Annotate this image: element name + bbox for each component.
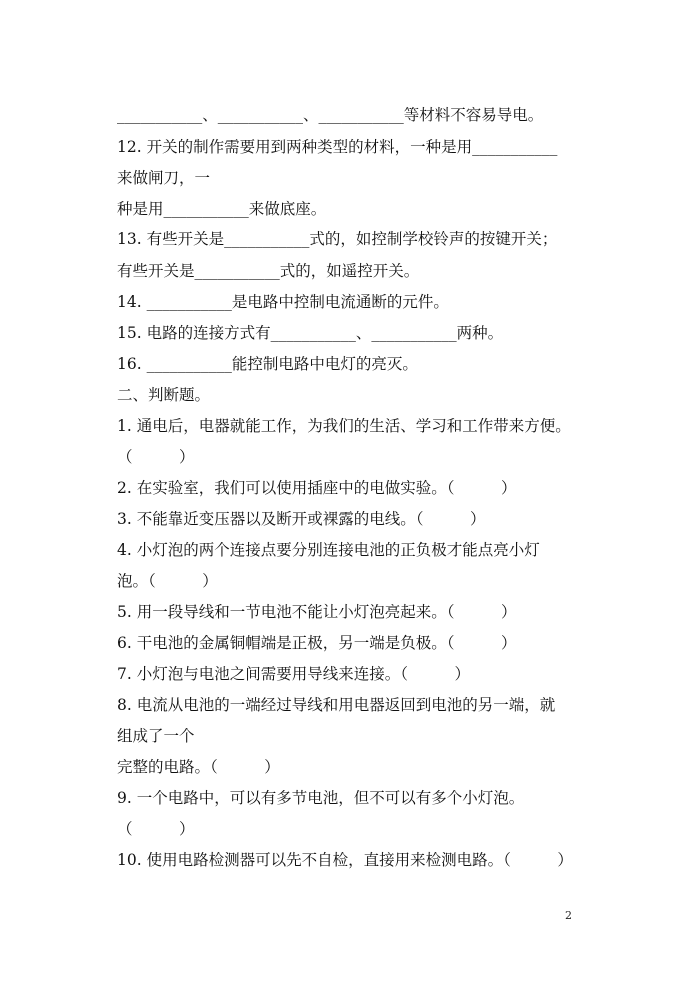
question-13-line-2: 有些开关是___________式的，如遥控开关。 (117, 262, 420, 280)
tf-question-8-line-3: 完整的电路。（ ） (117, 758, 280, 776)
tf-question-5: 5. 用一段导线和一节电池不能让小灯泡亮起来。（ ） (117, 603, 517, 621)
question-12-line-3: 种是用___________来做底座。 (117, 200, 327, 218)
tf-question-1-answer: （ ） (117, 448, 195, 466)
page-number: 2 (565, 909, 572, 922)
tf-question-8-line-2: 组成了一个 (117, 727, 195, 745)
tf-question-7: 7. 小灯泡与电池之间需要用导线来连接。（ ） (117, 665, 470, 683)
question-15: 15. 电路的连接方式有___________、___________两种。 (117, 324, 504, 342)
tf-question-9-answer: （ ） (117, 820, 195, 838)
question-16: 16. ___________能控制电路中电灯的亮灭。 (117, 355, 418, 373)
tf-question-9-line-1: 9. 一个电路中，可以有多节电池，但不可以有多个小灯泡。 (117, 789, 525, 807)
tf-question-8-line-1: 8. 电流从电池的一端经过导线和用电器返回到电池的另一端，就 (117, 696, 556, 714)
tf-question-1-line-1: 1. 通电后，电器就能工作，为我们的生活、学习和工作带来方便。 (117, 417, 571, 435)
tf-question-4-line-1: 4. 小灯泡的两个连接点要分别连接电池的正负极才能点亮小灯 (117, 541, 540, 559)
fill-in-line-11-continued: ___________、___________、___________等材料不容易导电。 (117, 106, 544, 124)
tf-question-6: 6. 干电池的金属铜帽端是正极，另一端是负极。（ ） (117, 634, 517, 652)
tf-question-4-line-2: 泡。（ ） (117, 572, 218, 590)
tf-question-2: 2. 在实验室，我们可以使用插座中的电做实验。（ ） (117, 479, 517, 497)
question-12-line-2: 来做闸刀，一 (117, 169, 211, 187)
tf-question-10: 10. 使用电路检测器可以先不自检，直接用来检测电路。（ ） (117, 851, 573, 869)
section-heading-true-false: 二、判断题。 (117, 386, 211, 404)
question-13-line-1: 13. 有些开关是___________式的，如控制学校铃声的按键开关； (117, 230, 558, 248)
question-14: 14. ___________是电路中控制电流通断的元件。 (117, 293, 449, 311)
tf-question-3: 3. 不能靠近变压器以及断开或裸露的电线。（ ） (117, 510, 486, 528)
question-12-line-1: 12. 开关的制作需要用到两种类型的材料，一种是用___________ (117, 138, 558, 156)
